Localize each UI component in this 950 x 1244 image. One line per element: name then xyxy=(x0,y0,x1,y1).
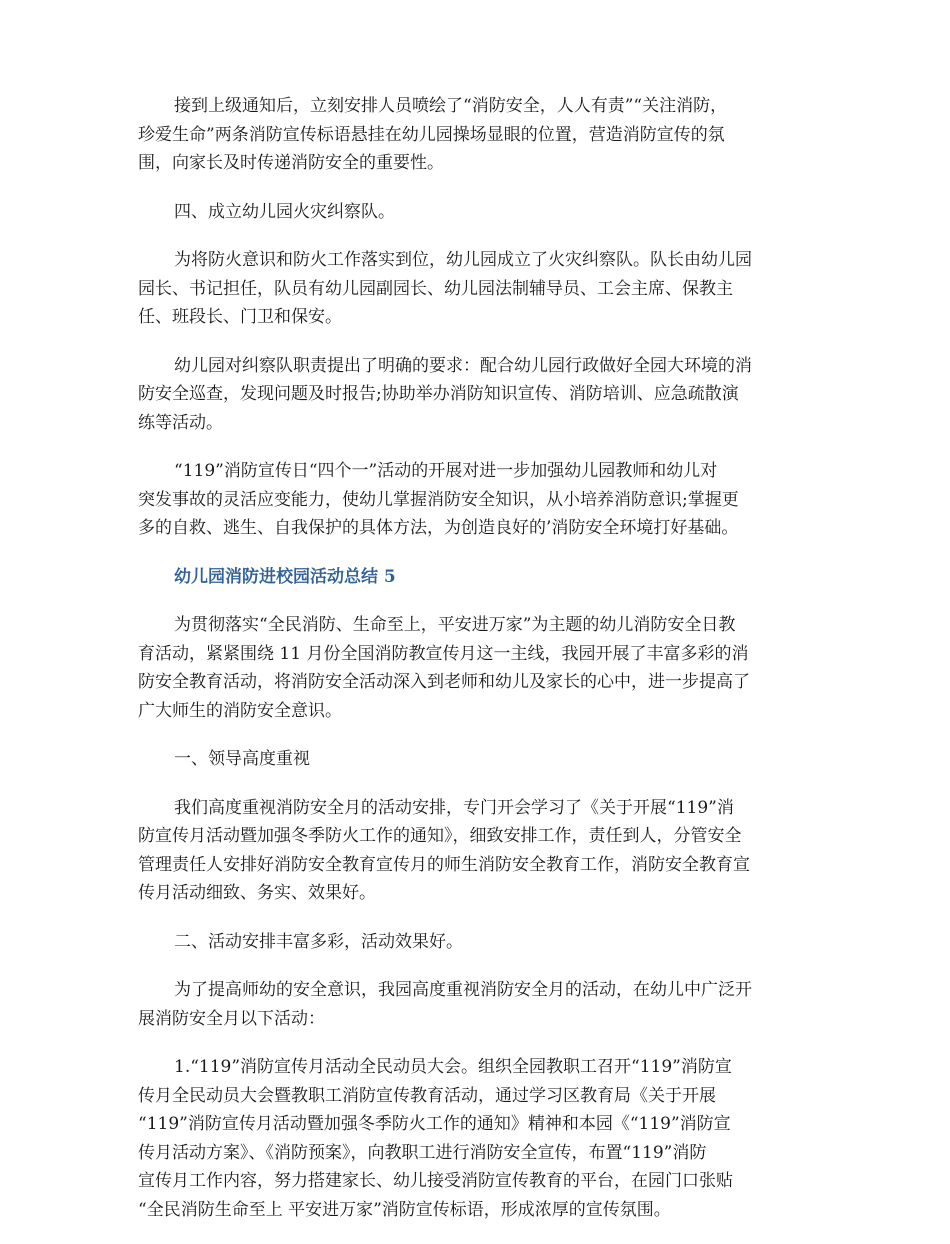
text-line: 四、成立幼儿园火灾纠察队。 xyxy=(174,201,395,222)
body-paragraph xyxy=(138,928,812,957)
text-line: 突发事故的灵活应变能力，使幼儿掌握消防安全知识，从小培养消防意识;掌握更 xyxy=(138,489,739,510)
text-line: 接到上级通知后，立刻安排人员喷绘了“消防安全，人人有责”“关注消防， xyxy=(174,96,728,116)
text-line: “全民消防生命至上 平安进万家”消防宣传标语，形成浓厚的宣传氛围。 xyxy=(138,1199,671,1220)
text-line: 防安全巡查，发现问题及时报告;协助举办消防知识宣传、消防培训、应急疏散演 xyxy=(138,384,739,404)
text-line: 二、活动安排丰富多彩，活动效果好。 xyxy=(174,931,463,952)
text-line: 我们高度重视消防安全月的活动安排，专门开会学习了《关于开展“119”消 xyxy=(174,797,734,818)
text-line: 园长、书记担任，队员有幼儿园副园长、幼儿园法制辅导员、工会主席、保教主 xyxy=(138,278,733,299)
body-paragraph xyxy=(138,611,812,725)
text-line: 幼儿园消防进校园活动总结 5 xyxy=(174,566,396,587)
text-line: 多的自救、逃生、自我保护的具体方法，为创造良好的’消防安全环境打好基础。 xyxy=(138,518,739,538)
text-line: 为了提高师幼的安全意识，我园高度重视消防安全月的活动，在幼儿中广泛开 xyxy=(174,980,752,1000)
text-line: 展消防安全月以下活动： xyxy=(138,1008,325,1029)
text-line: 传月活动细致、务实、效果好。 xyxy=(138,883,376,903)
text-line: 管理责任人安排好消防安全教育宣传月的师生消防安全教育工作，消防安全教育宣 xyxy=(138,854,750,875)
text-line: 围，向家长及时传递消防安全的重要性。 xyxy=(138,153,444,173)
body-paragraph xyxy=(138,198,812,227)
text-line: 育活动，紧紧围绕 11 月份全国消防教宣传月这一主线，我园开展了丰富多彩的消 xyxy=(138,643,749,664)
body-paragraph xyxy=(138,1053,812,1224)
text-line: “119”消防宣传日“四个一”活动的开展对进一步加强幼儿园教师和幼儿对 xyxy=(174,461,718,481)
text-line: 防宣传月活动暨加强冬季防火工作的通知》，细致安排工作，责任到人，分管安全 xyxy=(138,826,742,846)
body-paragraph xyxy=(138,352,812,438)
section-heading xyxy=(138,563,812,592)
body-paragraph xyxy=(138,745,812,774)
text-line: 练等活动。 xyxy=(138,412,223,433)
text-line: 1.“119”消防宣传月活动全民动员大会。组织全园教职工召开“119”消防宣 xyxy=(174,1057,732,1077)
text-line: 幼儿园对纠察队职责提出了明确的要求：配合幼儿园行政做好全园大环境的消 xyxy=(174,355,752,376)
text-line: 传月活动方案》、《消防预案》，向教职工进行消防安全宣传，布置“119”消防 xyxy=(138,1142,707,1163)
document-page xyxy=(138,92,812,1244)
text-line: 任、班段长、门卫和保安。 xyxy=(138,307,342,327)
text-line: 防安全教育活动，将消防安全活动深入到老师和幼儿及家长的心中，进一步提高了 xyxy=(138,672,750,692)
text-line: 一、领导高度重视 xyxy=(174,749,310,769)
body-paragraph xyxy=(138,246,812,332)
text-line: “119”消防宣传月活动暨加强冬季防火工作的通知》精神和本园《“119”消防宣 xyxy=(138,1114,731,1134)
text-line: 广大师生的消防安全意识。 xyxy=(138,700,342,721)
text-line: 为将防火意识和防火工作落实到位，幼儿园成立了火灾纠察队。队长由幼儿园 xyxy=(174,250,752,270)
body-paragraph xyxy=(138,457,812,543)
body-paragraph xyxy=(138,92,812,178)
body-paragraph xyxy=(138,976,812,1033)
text-line: 传月全民动员大会暨教职工消防宣传教育活动，通过学习区教育局《关于开展 xyxy=(138,1085,716,1106)
text-line: 为贯彻落实“全民消防、生命至上，平安进万家”为主题的幼儿消防安全日教 xyxy=(174,615,736,635)
body-paragraph xyxy=(138,794,812,908)
text-line: 宣传月工作内容，努力搭建家长、幼儿接受消防宣传教育的平台，在园门口张贴 xyxy=(138,1171,733,1191)
text-line: 珍爱生命”两条消防宣传标语悬挂在幼儿园操场显眼的位置，营造消防宣传的氛 xyxy=(138,124,725,145)
